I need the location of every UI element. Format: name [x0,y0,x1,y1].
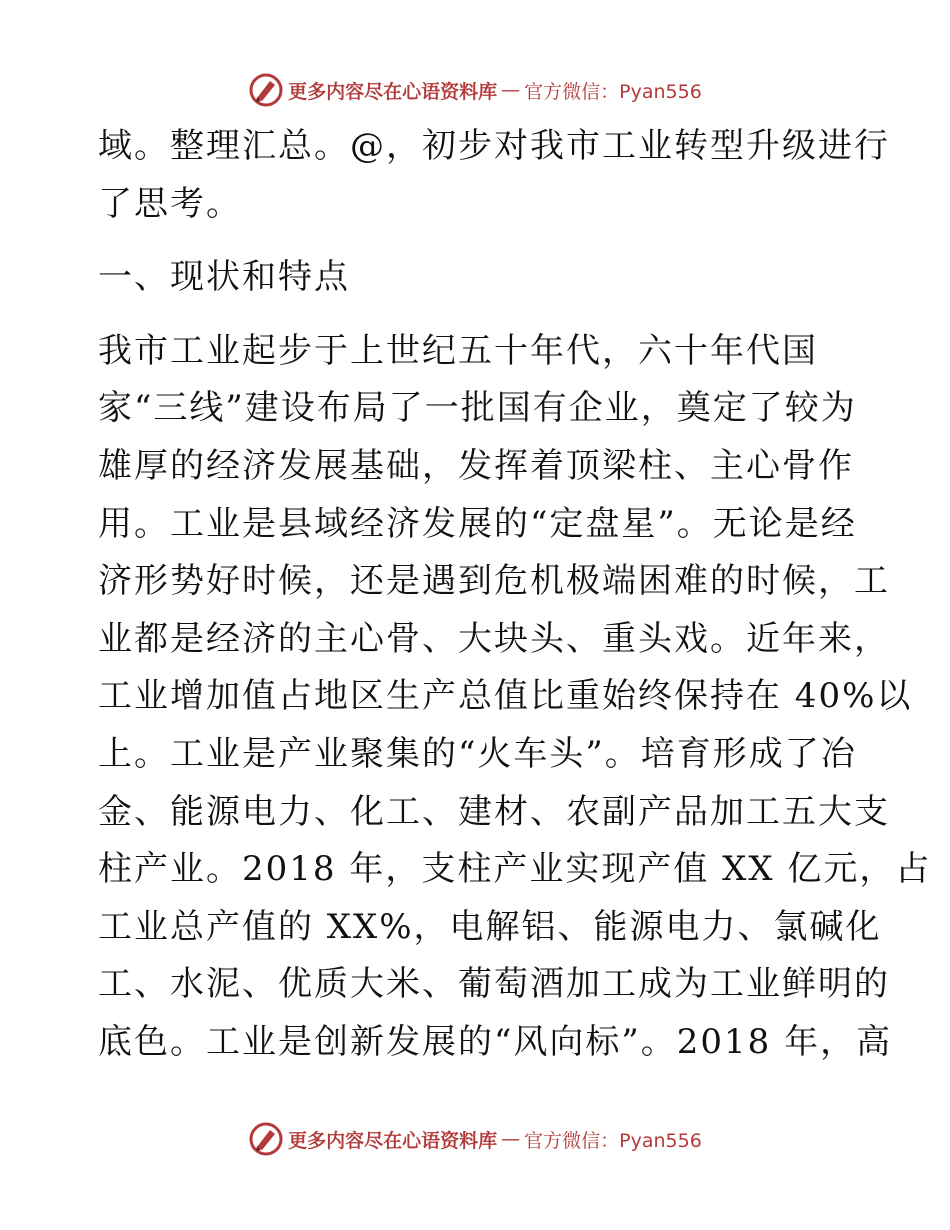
paragraph [98,118,890,233]
text-line: 家“三线”建设布局了一批国有企业，奠定了较为 [98,388,857,429]
text-line: 底色。工业是创新发展的“风向标”。2018 年，高 [98,1021,893,1062]
watermark-title: 更多内容尽在心语资料库 [288,1129,498,1152]
text-line: 金、能源电力、化工、建材、农副产品加工五大支 [98,791,890,832]
header-watermark [0,70,950,110]
text-line: 济形势好时候，还是遇到危机极端困难的时候，工 [98,561,890,602]
watermark-separator: — [501,79,521,101]
text-line: 域。整理汇总。@，初步对我市工业转型升级进行 [98,126,890,166]
watermark-title: 更多内容尽在心语资料库 [288,80,498,103]
text-line: 用。工业是县域经济发展的“定盘星”。无论是经 [98,503,857,544]
text-line: 柱产业。2018 年，支柱产业实现产值 XX 亿元，占 [98,849,932,890]
text-line: 业都是经济的主心骨、大块头、重头戏。近年来， [98,618,890,659]
text-line: 上。工业是产业聚集的“火车头”。培育形成了冶 [98,733,857,774]
text-line: 工业总产值的 XX%，电解铝、能源电力、氯碱化 [98,906,882,947]
document-body [98,118,932,1072]
text-line: 了思考。 [98,183,242,224]
paragraph [98,323,932,1072]
heading-line: 一、现状和特点 [98,257,350,298]
watermark-separator: — [501,1128,521,1150]
footer-watermark [0,1119,950,1159]
section-heading [98,249,858,307]
watermark-wechat: 官方微信：Pyan556 [524,1129,702,1152]
library-logo-icon [248,72,284,108]
text-line: 工、水泥、优质大米、葡萄酒加工成为工业鲜明的 [98,964,890,1005]
text-line: 我市工业起步于上世纪五十年代，六十年代国 [98,330,818,371]
watermark-wechat: 官方微信：Pyan556 [524,80,702,103]
library-logo-icon [248,1121,284,1157]
text-line: 工业增加值占地区生产总值比重始终保持在 40%以 [98,676,913,717]
text-line: 雄厚的经济发展基础，发挥着顶梁柱、主心骨作 [98,445,854,486]
